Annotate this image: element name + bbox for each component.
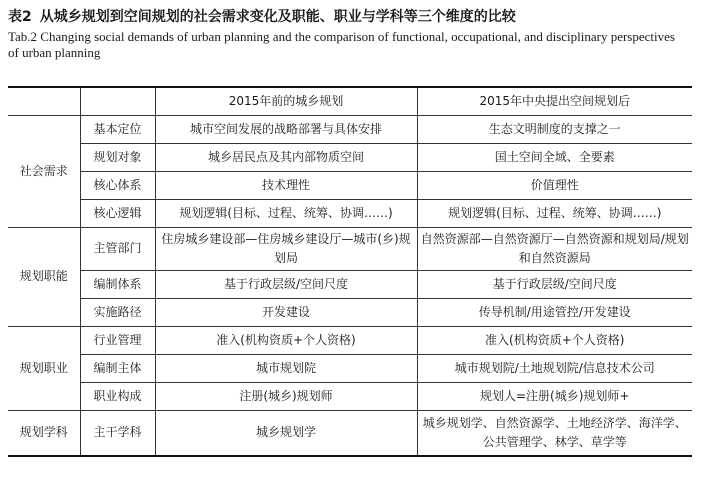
row-item: 基本定位 xyxy=(80,115,155,143)
table-number: 表2 xyxy=(8,9,32,25)
row-item: 职业构成 xyxy=(80,382,155,410)
cell-before: 城市空间发展的战略部署与具体安排 xyxy=(155,115,417,143)
cell-before: 准入(机构资质+个人资格) xyxy=(155,326,417,354)
cell-after: 城乡规划学、自然资源学、土地经济学、海洋学、公共管理学、林学、草学等 xyxy=(417,410,692,456)
header-cell-empty xyxy=(8,87,80,115)
table-row xyxy=(8,270,692,298)
table-row xyxy=(8,199,692,227)
table-caption-zh xyxy=(8,6,516,26)
group-label-planning-function: 规划职能 xyxy=(8,227,80,326)
cell-after: 国土空间全域、全要素 xyxy=(417,143,692,171)
table-row xyxy=(8,382,692,410)
table-row xyxy=(8,354,692,382)
header-row xyxy=(8,87,692,115)
row-item: 核心体系 xyxy=(80,171,155,199)
table-title-zh: 从城乡规划到空间规划的社会需求变化及职能、职业与学科等三个维度的比较 xyxy=(39,9,516,25)
cell-before: 开发建设 xyxy=(155,298,417,326)
header-cell-empty xyxy=(80,87,155,115)
cell-after: 规划人=注册(城乡)规划师+ xyxy=(417,382,692,410)
table-row xyxy=(8,227,692,270)
table-caption-en: Tab.2 Changing social demands of urban planning and the comparison of functional, occupational, and disciplinary perspectives of urban planning xyxy=(8,29,675,60)
row-item: 主管部门 xyxy=(80,227,155,270)
cell-before: 城市规划院 xyxy=(155,354,417,382)
group-label-planning-discipline: 规划学科 xyxy=(8,410,80,456)
header-before-2015: 2015年前的城乡规划 xyxy=(155,87,417,115)
cell-before: 城乡居民点及其内部物质空间 xyxy=(155,143,417,171)
cell-before: 技术理性 xyxy=(155,171,417,199)
cell-before: 住房城乡建设部—住房城乡建设厅—城市(乡)规划局 xyxy=(155,227,417,270)
table-row xyxy=(8,143,692,171)
cell-after: 准入(机构资质+个人资格) xyxy=(417,326,692,354)
row-item: 核心逻辑 xyxy=(80,199,155,227)
cell-before: 规划逻辑(目标、过程、统筹、协调……) xyxy=(155,199,417,227)
cell-after: 生态文明制度的支撑之一 xyxy=(417,115,692,143)
cell-before: 基于行政层级/空间尺度 xyxy=(155,270,417,298)
cell-after: 传导机制/用途管控/开发建设 xyxy=(417,298,692,326)
table-row xyxy=(8,410,692,456)
cell-after: 城市规划院/土地规划院/信息技术公司 xyxy=(417,354,692,382)
cell-after: 自然资源部—自然资源厅—自然资源和规划局/规划和自然资源局 xyxy=(417,227,692,270)
row-item: 编制体系 xyxy=(80,270,155,298)
comparison-table xyxy=(8,86,692,457)
table-row xyxy=(8,298,692,326)
group-label-planning-profession: 规划职业 xyxy=(8,326,80,410)
group-label-social-demand: 社会需求 xyxy=(8,115,80,227)
cell-after: 价值理性 xyxy=(417,171,692,199)
table-row xyxy=(8,115,692,143)
header-after-2015: 2015年中央提出空间规划后 xyxy=(417,87,692,115)
row-item: 编制主体 xyxy=(80,354,155,382)
row-item: 实施路径 xyxy=(80,298,155,326)
cell-before: 城乡规划学 xyxy=(155,410,417,456)
row-item: 规划对象 xyxy=(80,143,155,171)
cell-before: 注册(城乡)规划师 xyxy=(155,382,417,410)
cell-after: 规划逻辑(目标、过程、统筹、协调……) xyxy=(417,199,692,227)
row-item: 行业管理 xyxy=(80,326,155,354)
table-row xyxy=(8,326,692,354)
row-item: 主干学科 xyxy=(80,410,155,456)
table-row xyxy=(8,171,692,199)
cell-after: 基于行政层级/空间尺度 xyxy=(417,270,692,298)
